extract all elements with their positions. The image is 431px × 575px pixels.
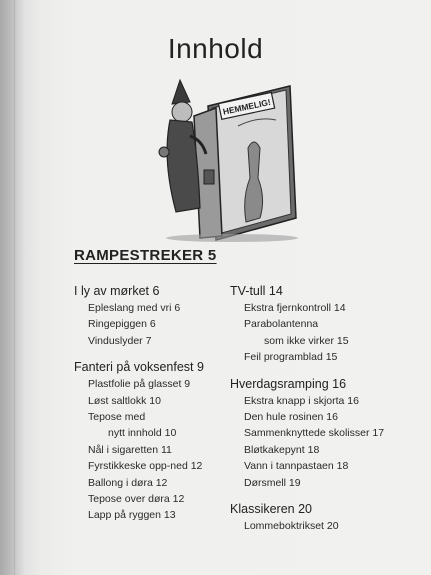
secret-sign-text: HEMMELIG!	[221, 96, 272, 117]
creature-hat	[172, 80, 190, 104]
toc-entry: Nål i sigaretten 11	[88, 443, 172, 456]
toc-entry: Sammenknyttede skolisser 17	[244, 427, 385, 440]
main-section-title: RAMPESTREKER 5	[74, 247, 217, 264]
toc-entry: Den hule rosinen 16	[244, 411, 338, 424]
toc-section-title: I ly av mørket 6	[74, 284, 160, 298]
toc-entry: Plastfolie på glasset 9	[88, 378, 191, 391]
toc-entry: Ekstra fjernkontroll 14	[244, 302, 346, 314]
toc-entry: Vinduslyder 7	[88, 334, 152, 347]
contents-right-column	[230, 283, 405, 534]
toc-entry: Epleslang med vri 6	[88, 302, 181, 314]
toc-entry: Feil programblad 15	[244, 351, 338, 364]
toc-entry-continuation: som ikke virker 15	[264, 334, 349, 347]
book-spine-shadow	[0, 0, 14, 575]
section-gap	[230, 366, 405, 376]
creature-head	[172, 102, 192, 122]
toc-section-title: TV-tull 14	[230, 284, 283, 298]
toc-entry: Bløtkakepynt 18	[244, 443, 320, 456]
toc-entry: Parabolantenna	[244, 318, 319, 331]
illustration-shadow	[166, 234, 298, 242]
toc-entry: Fyrstikkeske opp-ned 12	[88, 460, 203, 473]
section-gap	[230, 491, 405, 501]
section-gap	[74, 349, 224, 359]
toc-entry: Dørsmell 19	[244, 476, 301, 489]
toc-section-title: Klassikeren 20	[230, 502, 312, 517]
creature-lantern	[159, 147, 169, 157]
page-heading: Innhold	[167, 33, 264, 64]
toc-entry: Lommeboktrikset 20	[244, 520, 339, 533]
toc-entry: Løst saltlokk 10	[88, 394, 161, 407]
toc-section-title: Fanteri på voksenfest 9	[74, 360, 204, 375]
toc-entry: Ekstra knapp i skjorta 16	[244, 394, 359, 407]
door-lock	[204, 170, 214, 184]
toc-entry-continuation: nytt innhold 10	[108, 427, 177, 440]
toc-entry: Tepose med	[88, 411, 146, 424]
toc-entry: Lapp på ryggen 13	[88, 509, 176, 522]
toc-entry: Tepose over døra 12	[88, 493, 185, 506]
toc-entry: Vann i tannpastaen 18	[244, 460, 349, 473]
contents-left-column	[74, 283, 224, 524]
secret-book-illustration	[150, 78, 300, 243]
toc-entry: Ringepiggen 6	[88, 318, 156, 331]
toc-entry: Ballong i døra 12	[88, 476, 168, 489]
toc-section-title: Hverdagsramping 16	[230, 376, 347, 391]
